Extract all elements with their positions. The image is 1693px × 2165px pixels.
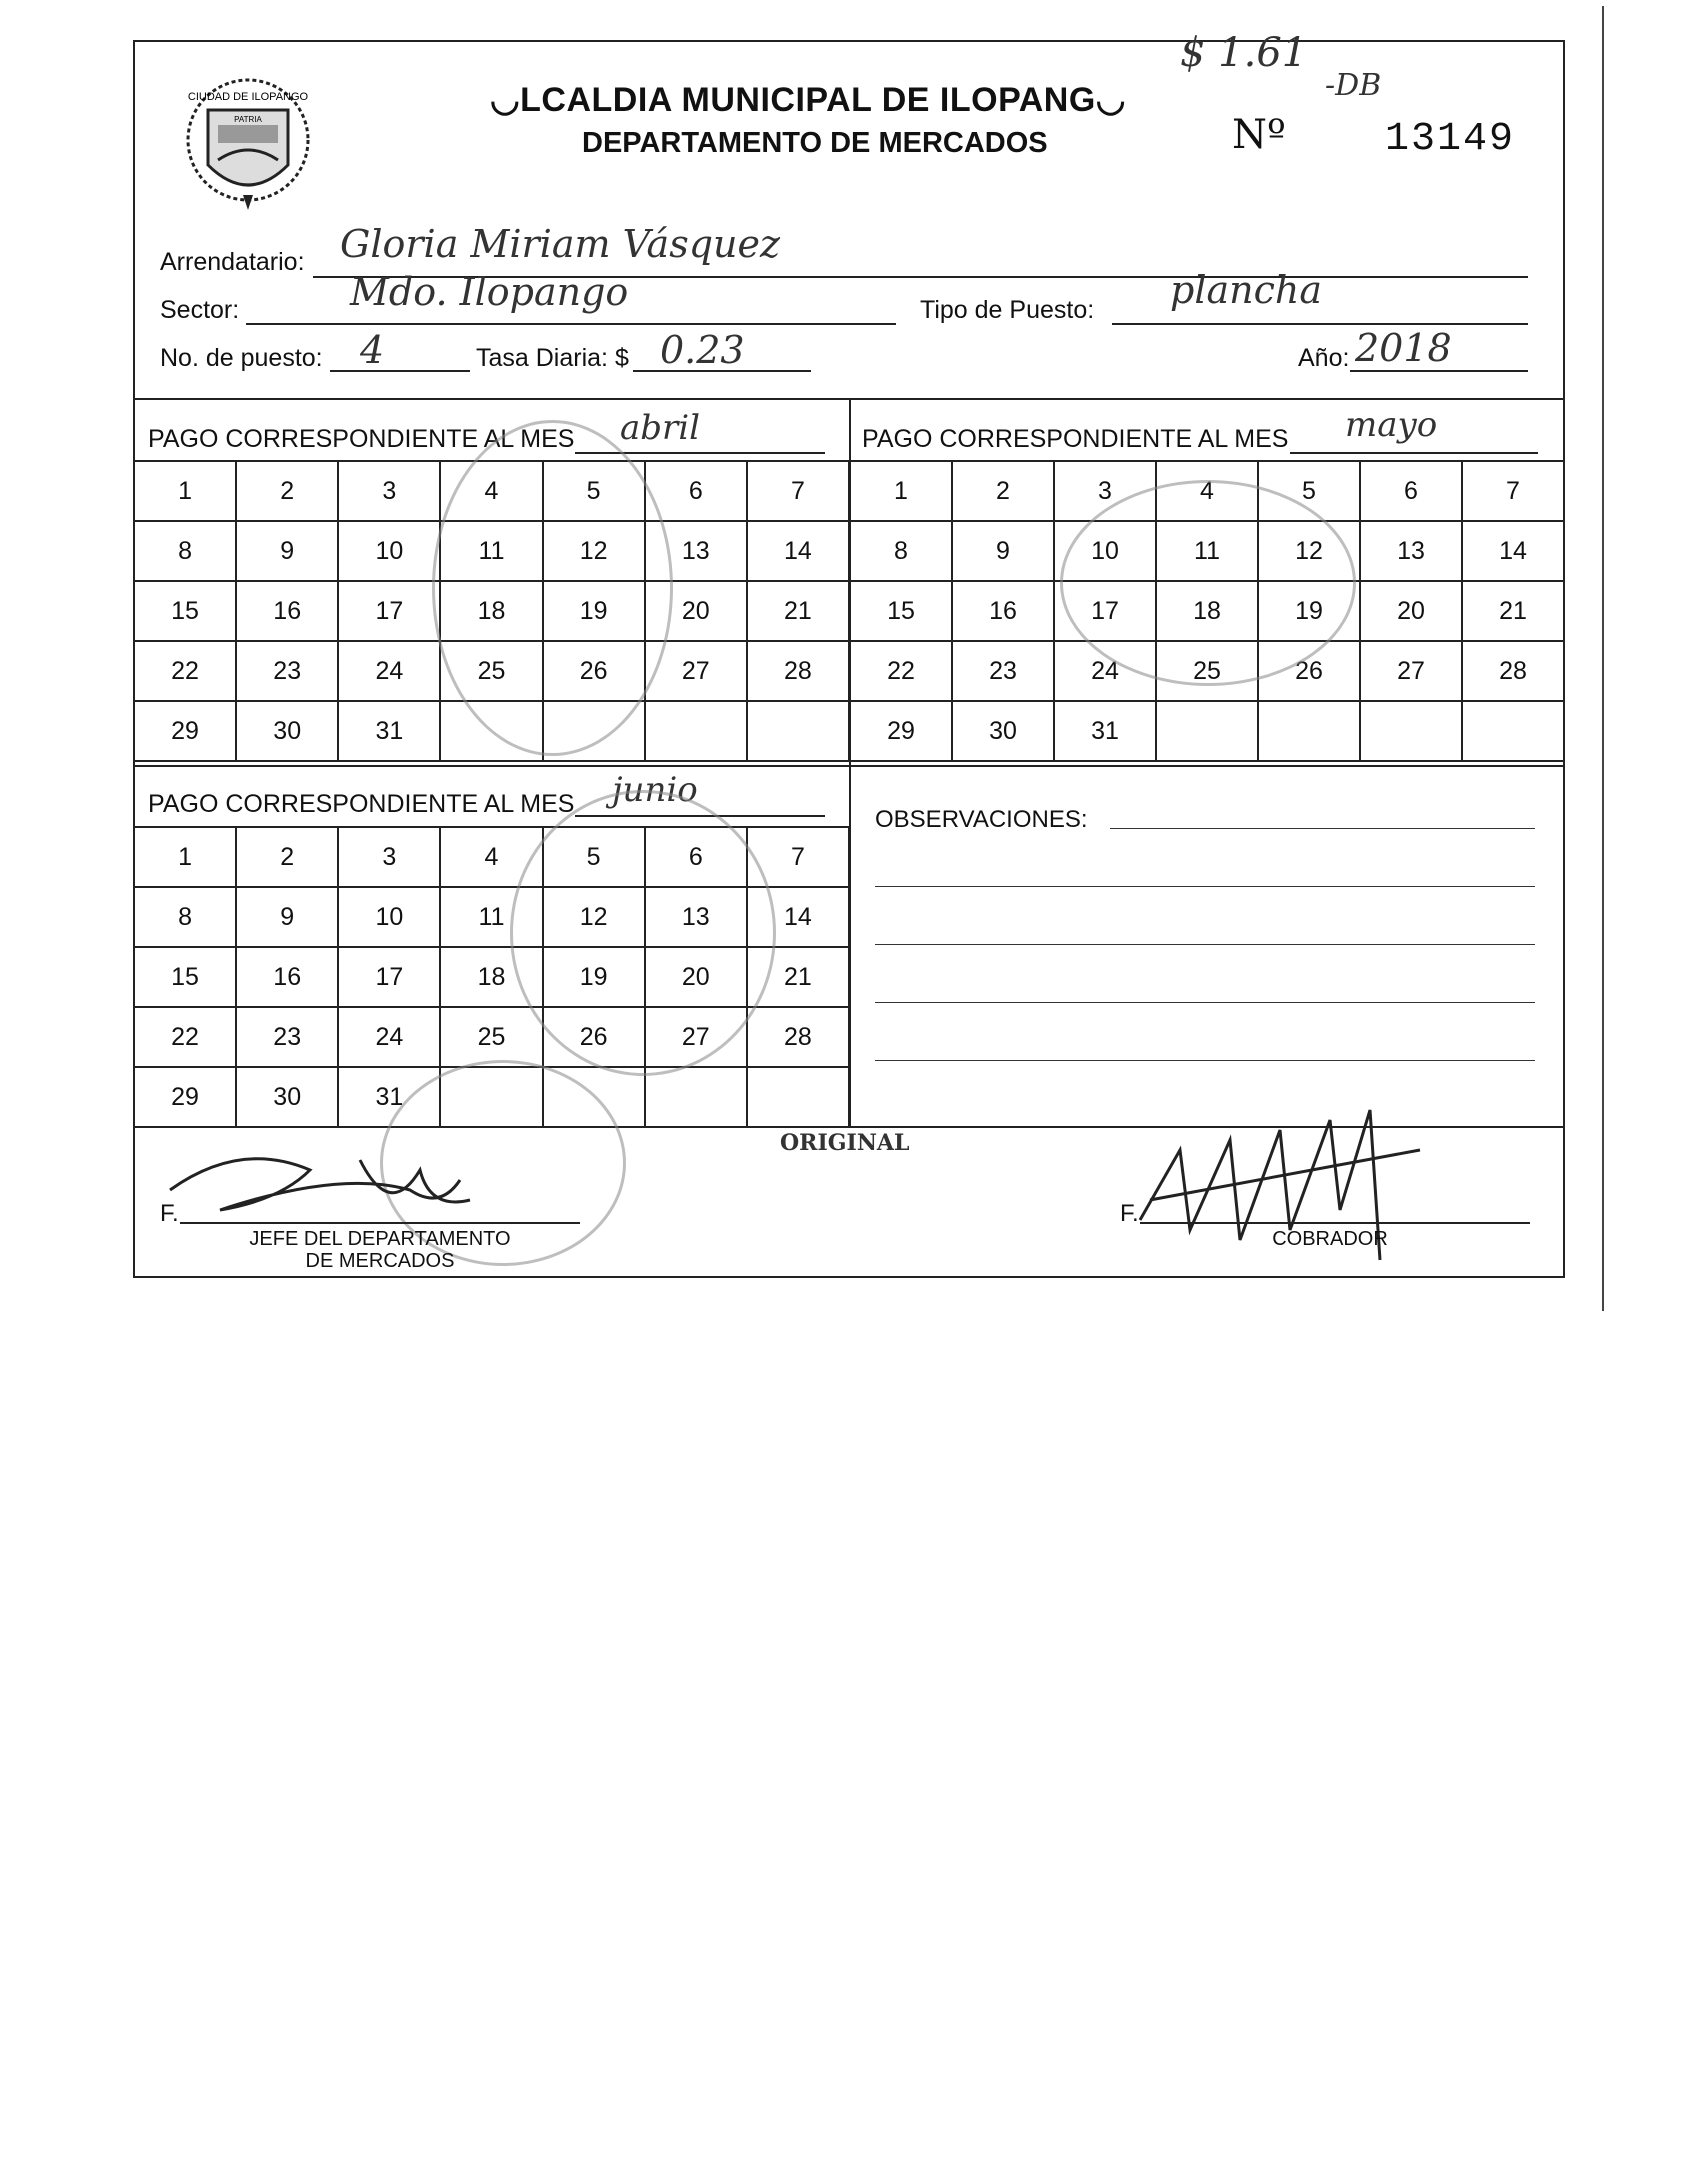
- day-number: 1: [178, 842, 193, 871]
- day-number: 18: [477, 596, 506, 625]
- day-number: 9: [280, 902, 295, 931]
- day-number: 22: [171, 1022, 199, 1051]
- month-name-2: mayo: [1345, 405, 1438, 445]
- right-signature-prefix: F.: [1120, 1200, 1139, 1227]
- tasa-label: Tasa Diaria: $: [476, 344, 629, 372]
- day-number: 13: [681, 902, 710, 931]
- day-number: 2: [280, 476, 295, 505]
- day-cell: [747, 581, 849, 641]
- day-cell: [1462, 641, 1564, 701]
- day-cell: [134, 1007, 236, 1067]
- day-number: 10: [375, 902, 404, 931]
- day-number: 25: [1193, 656, 1221, 685]
- left-signature-role-2: DE MERCADOS: [305, 1250, 455, 1272]
- receipt-number-label: Nº: [1232, 112, 1286, 158]
- day-number: 30: [273, 716, 302, 745]
- observaciones-line-2: [875, 886, 1535, 887]
- day-cell: [1462, 701, 1564, 761]
- day-number: 8: [178, 536, 193, 565]
- day-cell: [952, 521, 1054, 581]
- day-number: 27: [681, 1022, 710, 1051]
- day-number: 7: [790, 476, 805, 505]
- day-cell: [338, 641, 440, 701]
- month-line-2: [1290, 452, 1538, 454]
- day-number: 24: [1091, 656, 1119, 685]
- day-cell: [1360, 461, 1462, 521]
- section-divider-middle: [133, 765, 1565, 767]
- right-signature-icon: [1120, 1090, 1450, 1280]
- day-number: 21: [1499, 596, 1527, 625]
- day-number: 5: [586, 476, 601, 505]
- day-number: 11: [1194, 536, 1220, 565]
- puesto-value: 4: [360, 328, 385, 372]
- day-cell: [236, 887, 338, 947]
- tipo-value: plancha: [1170, 268, 1323, 312]
- sector-label: Sector:: [160, 296, 240, 324]
- day-cell: [338, 947, 440, 1007]
- left-signature-icon: [160, 1130, 490, 1240]
- day-cell: [952, 641, 1054, 701]
- day-cell: [236, 1067, 338, 1127]
- day-cell: [134, 521, 236, 581]
- day-number: 24: [375, 656, 404, 685]
- sector-line: [246, 323, 896, 325]
- day-number: 14: [784, 902, 812, 931]
- day-cell: [645, 701, 747, 761]
- day-cell: [236, 461, 338, 521]
- day-number: 15: [171, 962, 199, 991]
- day-number: 28: [1499, 656, 1527, 685]
- day-number: 22: [171, 656, 199, 685]
- day-number: 7: [1506, 476, 1520, 505]
- day-number: 28: [784, 1022, 812, 1051]
- day-number: 20: [681, 962, 710, 991]
- right-signature-role: COBRADOR: [1272, 1228, 1388, 1250]
- handwritten-amount: $ 1.61: [1180, 30, 1308, 76]
- sector-value: Mdo. Ilopango: [350, 270, 629, 314]
- day-cell: [747, 521, 849, 581]
- day-cell: [747, 641, 849, 701]
- day-number: 18: [1193, 596, 1221, 625]
- observaciones-line-1: [1110, 828, 1535, 829]
- day-cell: [952, 701, 1054, 761]
- day-number: 13: [681, 536, 710, 565]
- day-number: 14: [784, 536, 812, 565]
- day-number: 8: [178, 902, 193, 931]
- day-cell: [134, 581, 236, 641]
- day-number: 26: [579, 656, 608, 685]
- day-cell: [338, 701, 440, 761]
- day-cell: [236, 1007, 338, 1067]
- observaciones-line-4: [875, 1002, 1535, 1003]
- day-cell: [338, 887, 440, 947]
- receipt-number: 13149: [1385, 117, 1516, 162]
- left-signature-role-1: JEFE DEL DEPARTAMENTO: [249, 1228, 511, 1250]
- day-number: 4: [484, 476, 499, 505]
- day-cell: [236, 581, 338, 641]
- month-name-3: junio: [612, 770, 698, 810]
- day-cell: [850, 581, 952, 641]
- day-number: 31: [375, 716, 404, 745]
- document-title: ◡LCALDIA MUNICIPAL DE ILOPANG◡: [490, 81, 1126, 119]
- day-number: 1: [178, 476, 193, 505]
- day-cell: [134, 887, 236, 947]
- day-number: 16: [989, 596, 1017, 625]
- day-cell: [134, 827, 236, 887]
- admin-stamp-1: [432, 420, 673, 756]
- day-number: 21: [784, 596, 812, 625]
- day-cell: [747, 1007, 849, 1067]
- day-cell: [338, 827, 440, 887]
- observaciones-label: OBSERVACIONES:: [875, 806, 1088, 833]
- day-cell: [134, 641, 236, 701]
- day-number: 23: [273, 656, 302, 685]
- day-cell: [1156, 701, 1258, 761]
- day-number: 3: [1098, 476, 1112, 505]
- day-cell: [1360, 581, 1462, 641]
- day-number: 31: [1091, 716, 1119, 745]
- day-number: 10: [1091, 536, 1119, 565]
- day-cell: [850, 641, 952, 701]
- day-number: 19: [579, 596, 608, 625]
- day-cell: [850, 461, 952, 521]
- day-number: 16: [273, 962, 302, 991]
- original-label: ORIGINAL: [780, 1130, 910, 1156]
- day-number: 19: [579, 962, 608, 991]
- day-cell: [1462, 581, 1564, 641]
- seal-motto: PATRIA: [234, 115, 262, 124]
- day-number: 5: [586, 842, 601, 871]
- admin-stamp-2: [1060, 480, 1356, 686]
- day-number: 4: [1200, 476, 1214, 505]
- day-number: 9: [996, 536, 1010, 565]
- month-name-1: abril: [620, 408, 701, 448]
- day-cell: [134, 947, 236, 1007]
- day-number: 20: [1397, 596, 1425, 625]
- tipo-line: [1112, 323, 1528, 325]
- day-number: 23: [273, 1022, 302, 1051]
- day-number: 19: [1295, 596, 1323, 625]
- day-cell: [645, 1067, 747, 1127]
- day-number: 7: [790, 842, 805, 871]
- day-number: 11: [478, 902, 505, 931]
- day-number: 21: [784, 962, 812, 991]
- day-cell: [236, 641, 338, 701]
- day-number: 30: [273, 1082, 302, 1111]
- day-number: 18: [477, 962, 506, 991]
- day-cell: [134, 701, 236, 761]
- day-number: 20: [681, 596, 710, 625]
- day-cell: [236, 827, 338, 887]
- day-number: 2: [996, 476, 1010, 505]
- day-number: 31: [375, 1082, 404, 1111]
- puesto-line: [330, 370, 470, 372]
- day-number: 26: [1295, 656, 1323, 685]
- municipal-seal-icon: [178, 70, 318, 220]
- day-number: 12: [579, 536, 608, 565]
- day-number: 6: [688, 842, 703, 871]
- day-cell: [134, 1067, 236, 1127]
- day-number: 3: [382, 842, 397, 871]
- day-cell: [440, 1007, 542, 1067]
- day-number: 14: [1499, 536, 1527, 565]
- day-number: 29: [887, 716, 915, 745]
- day-number: 6: [688, 476, 703, 505]
- day-cell: [850, 521, 952, 581]
- day-number: 9: [280, 536, 295, 565]
- day-cell: [1360, 521, 1462, 581]
- day-number: 17: [375, 962, 404, 991]
- day-number: 22: [887, 656, 915, 685]
- day-number: 15: [171, 596, 199, 625]
- day-number: 12: [1295, 536, 1323, 565]
- handwritten-code: -DB: [1325, 68, 1382, 103]
- day-number: 16: [273, 596, 302, 625]
- month-label-1: PAGO CORRESPONDIENTE AL MES: [148, 425, 575, 453]
- arrendatario-label: Arrendatario:: [160, 248, 305, 276]
- day-cell: [1054, 701, 1156, 761]
- day-cell: [338, 581, 440, 641]
- day-cell: [747, 461, 849, 521]
- day-cell: [747, 1067, 849, 1127]
- day-number: 15: [887, 596, 915, 625]
- day-number: 5: [1302, 476, 1316, 505]
- admin-stamp-3: [510, 790, 776, 1076]
- day-number: 26: [579, 1022, 608, 1051]
- observaciones-line-5: [875, 1060, 1535, 1061]
- tasa-value: 0.23: [660, 328, 745, 372]
- day-number: 10: [375, 536, 404, 565]
- anio-label: Año:: [1298, 344, 1350, 372]
- day-cell: [1462, 461, 1564, 521]
- day-number: 2: [280, 842, 295, 871]
- day-number: 17: [1091, 596, 1119, 625]
- day-number: 29: [171, 1082, 199, 1111]
- day-number: 25: [477, 656, 506, 685]
- day-number: 29: [171, 716, 199, 745]
- day-number: 8: [894, 536, 908, 565]
- left-signature-prefix: F.: [160, 1200, 179, 1227]
- tipo-label: Tipo de Puesto:: [920, 296, 1095, 324]
- day-number: 6: [1404, 476, 1418, 505]
- day-number: 4: [484, 842, 499, 871]
- puesto-label: No. de puesto:: [160, 344, 323, 372]
- day-cell: [338, 1007, 440, 1067]
- day-number: 27: [681, 656, 710, 685]
- month-label-3: PAGO CORRESPONDIENTE AL MES: [148, 790, 575, 818]
- day-number: 28: [784, 656, 812, 685]
- anio-value: 2018: [1355, 326, 1452, 370]
- arrendatario-value: Gloria Miriam Vásquez: [340, 222, 781, 266]
- day-cell: [1258, 701, 1360, 761]
- day-number: 3: [382, 476, 397, 505]
- day-number: 11: [478, 536, 505, 565]
- day-cell: [1360, 641, 1462, 701]
- day-cell: [236, 521, 338, 581]
- anio-line: [1350, 370, 1528, 372]
- day-cell: [338, 521, 440, 581]
- day-cell: [850, 701, 952, 761]
- day-cell: [236, 947, 338, 1007]
- day-number: 23: [989, 656, 1017, 685]
- day-cell: [236, 701, 338, 761]
- day-cell: [952, 581, 1054, 641]
- day-cell: [1462, 521, 1564, 581]
- grid-row: [850, 701, 1564, 761]
- day-number: 25: [477, 1022, 506, 1051]
- seal-text: CIUDAD DE ILOPANGO: [187, 91, 309, 103]
- day-number: 27: [1397, 656, 1425, 685]
- document-subtitle: DEPARTAMENTO DE MERCADOS: [582, 127, 1048, 159]
- observaciones-line-3: [875, 944, 1535, 945]
- day-number: 1: [894, 476, 908, 505]
- day-cell: [1360, 701, 1462, 761]
- day-number: 12: [579, 902, 608, 931]
- day-cell: [338, 461, 440, 521]
- day-cell: [952, 461, 1054, 521]
- day-number: 30: [989, 716, 1017, 745]
- day-number: 24: [375, 1022, 404, 1051]
- month-label-2: PAGO CORRESPONDIENTE AL MES: [862, 425, 1289, 453]
- day-cell: [134, 461, 236, 521]
- day-number: 17: [375, 596, 404, 625]
- day-cell: [747, 701, 849, 761]
- day-number: 13: [1397, 536, 1425, 565]
